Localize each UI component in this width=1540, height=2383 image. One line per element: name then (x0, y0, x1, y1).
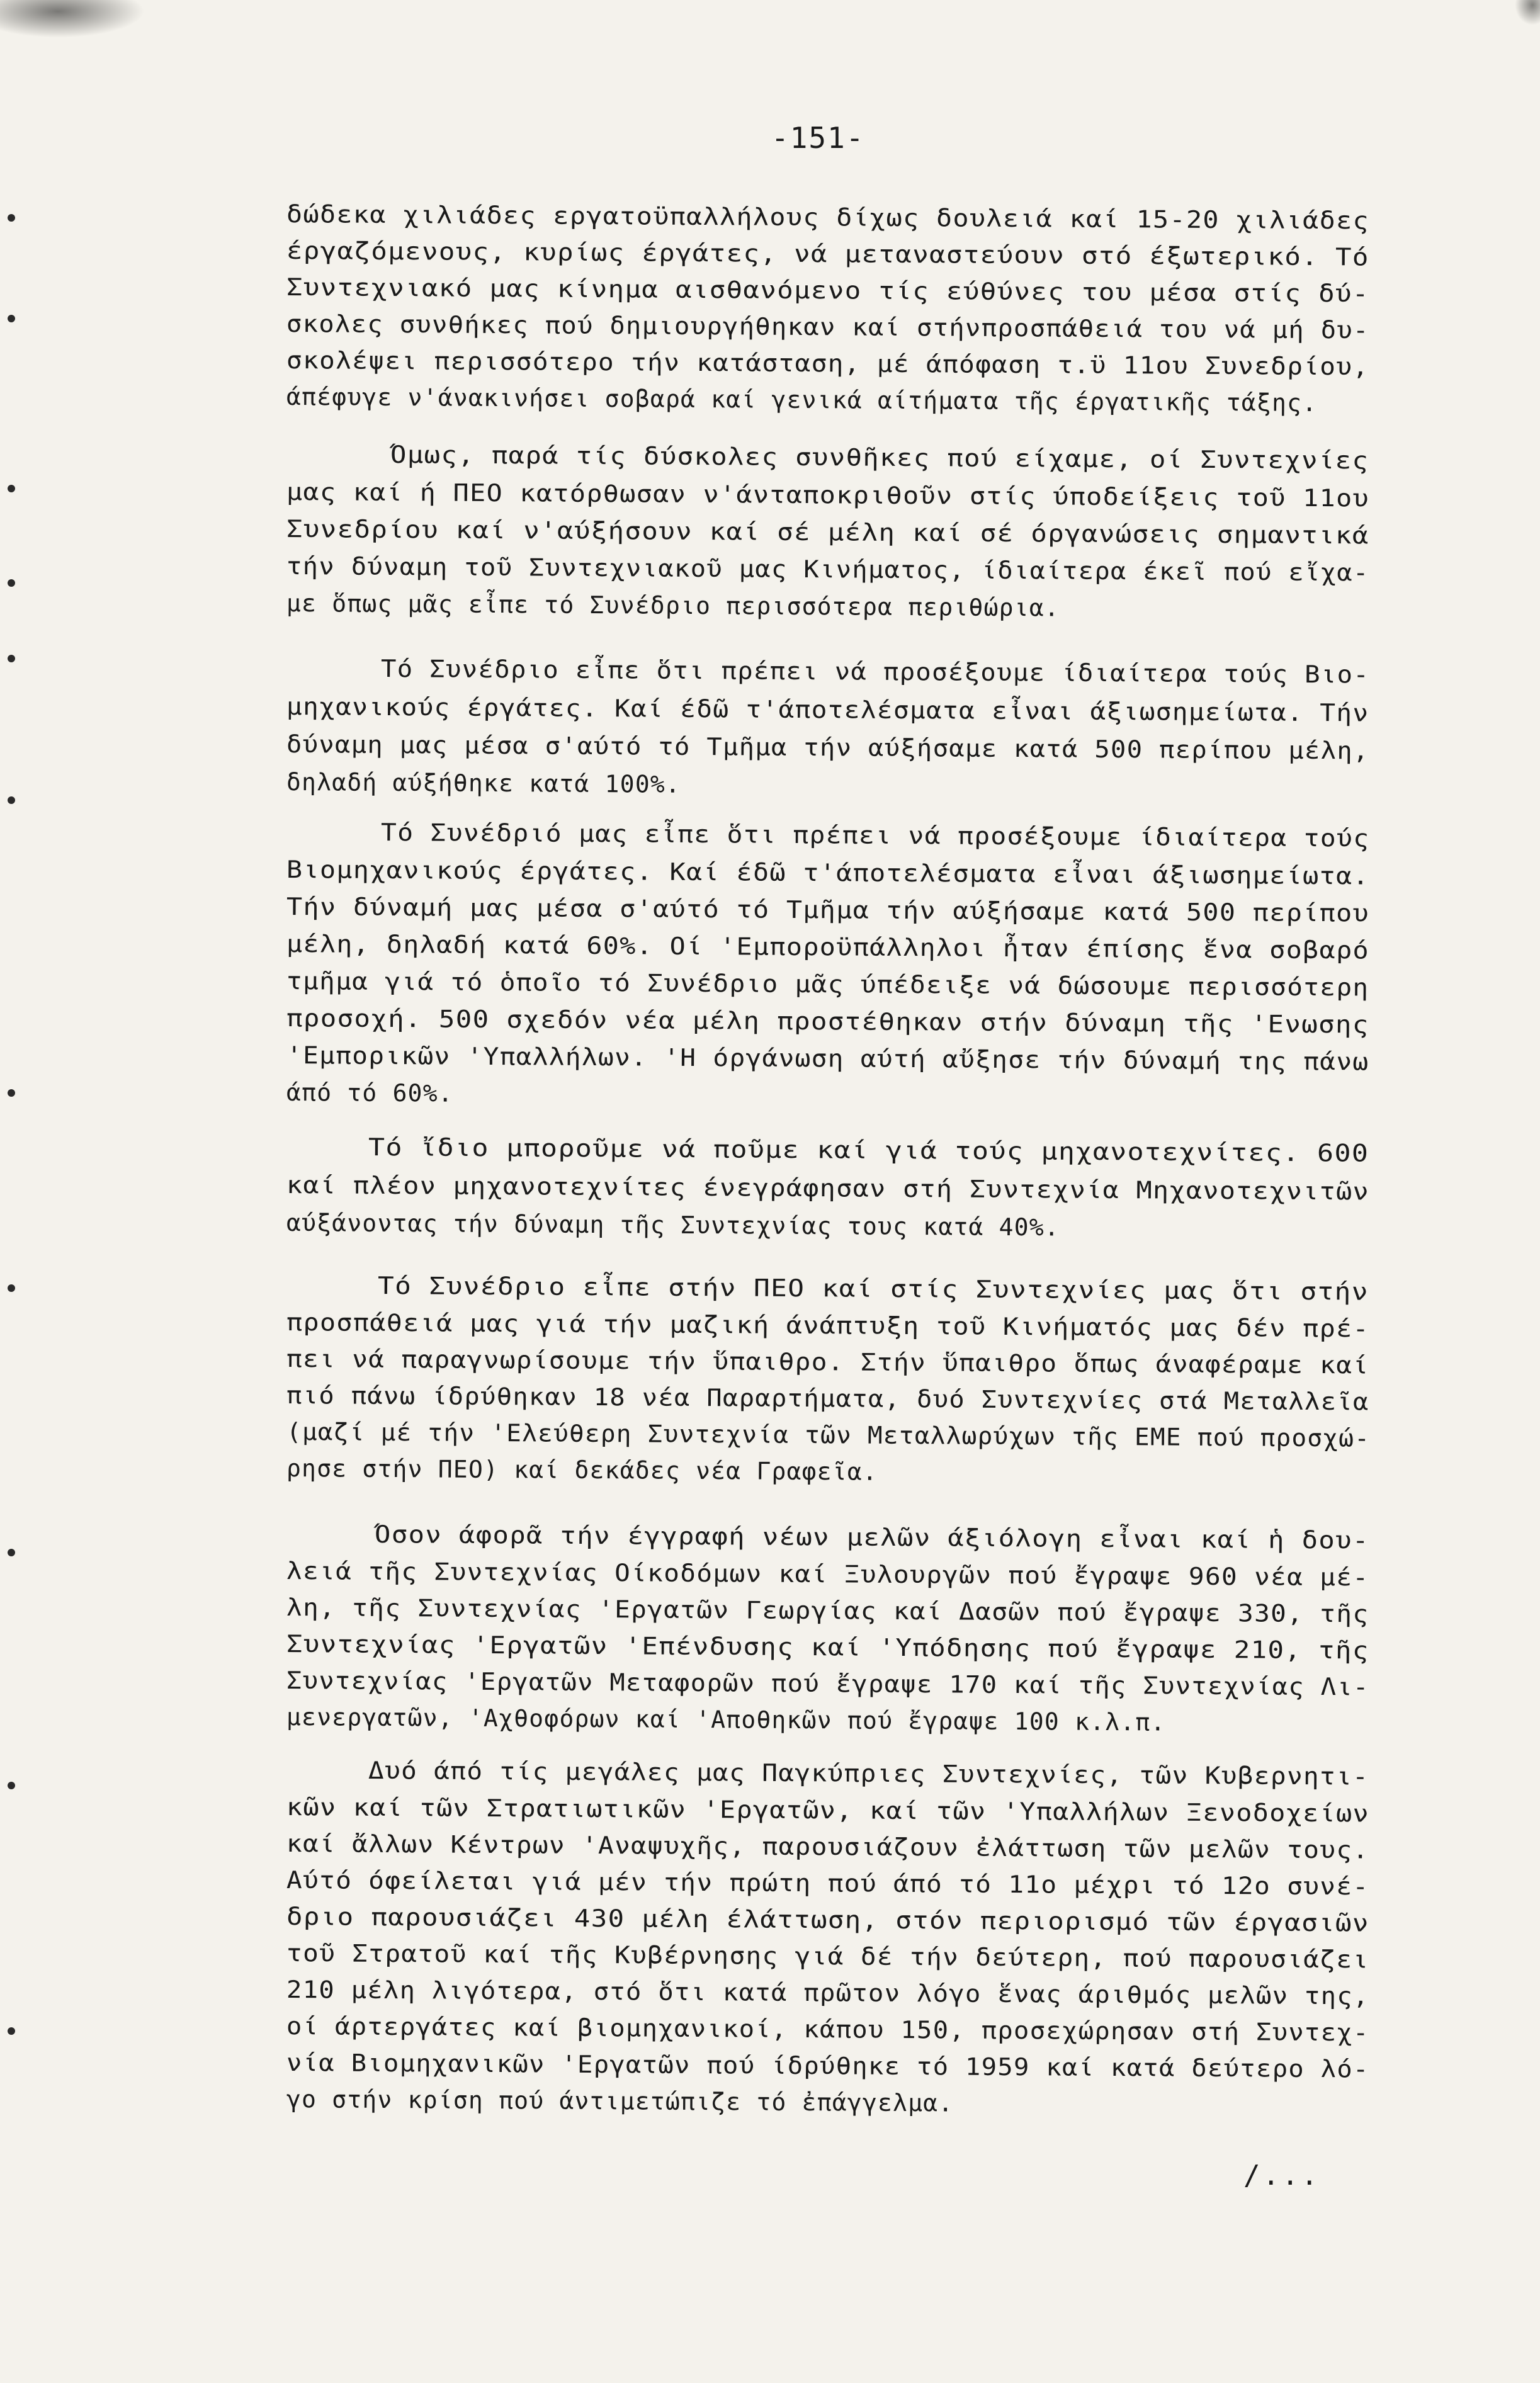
text-line: τμῆμα γιά τό ὁποῖο τό Συνέδριο μᾶς ύπέδειξε νά δώσουμε περισσότερη (286, 967, 1369, 1002)
text-line: πει νά παραγνωρίσουμε τήν ὕπαιθρο. Στήν ὕπαιθρο ὅπως άναφέραμε καί (286, 1345, 1369, 1379)
text-line: ρησε στήν ΠΕΟ) καί δεκάδες νέα Γραφεῖα. (286, 1454, 878, 1486)
text-line: τοῦ Στρατοῦ καί τῆς Κυβέρνησης γιά δέ τήν δεύτερη, πού παρουσιάζει (286, 1939, 1369, 1974)
text-line: Τό ἴδιο μποροῦμε νά ποῦμε καί γιά τούς μηχανοτεχνίτες. 600 (368, 1133, 1369, 1167)
text-line: Τό Συνέδριο εἶπε ὅτι πρέπει νά προσέξουμε ίδιαίτερα τούς Βιο- (380, 655, 1370, 689)
text-line: Τό Συνέδριο εἶπε στήν ΠΕΟ καί στίς Συντεχνίες μας ὅτι στήν (377, 1272, 1369, 1306)
text-line: δύναμη μας μέσα σ'αύτό τό Τμῆμα τήν αύξήσαμε κατά 500 περίπου μέλη, (286, 730, 1369, 765)
text-line: Αύτό όφείλεται γιά μέν τήν πρώτη πού άπό τό 11ο μέχρι τό 12ο συνέ- (286, 1866, 1369, 1901)
text-line: καί ἄλλων Κέντρων 'Αναψυχῆς, παρουσιάζουν ἐλάττωση τῶν μελῶν τους. (286, 1830, 1369, 1864)
margin-dot (8, 655, 15, 662)
text-line: άπό τό 60%. (286, 1078, 453, 1107)
text-line: με ὅπως μᾶς εἶπε τό Συνέδριο περισσότερα περιθώρια. (286, 589, 1060, 622)
scan-smudge-right (1515, 0, 1540, 25)
text-line: Συνεδρίου καί ν'αύξήσουν καί σέ μέλη καί σέ όργανώσεις σημαντικά (286, 515, 1369, 550)
margin-dot (8, 796, 15, 804)
text-line: δηλαδή αύξήθηκε κατά 100%. (286, 768, 681, 798)
text-line: Συντεχνιακό μας κίνημα αισθανόμενο τίς εύθύνες του μέσα στίς δύ- (286, 273, 1369, 308)
text-line: λειά τῆς Συντεχνίας Οίκοδόμων καί Ξυλουργῶν πού ἔγραψε 960 νέα μέ- (286, 1557, 1369, 1592)
margin-dot (8, 1284, 15, 1292)
continuation-mark: /... (1243, 2159, 1320, 2192)
margin-dot (8, 2027, 15, 2035)
scan-smudge (0, 0, 145, 38)
margin-dot (8, 214, 15, 222)
text-line: καί πλέον μηχανοτεχνίτες ένεγράφησαν στή Συντεχνία Μηχανοτεχνιτῶν (286, 1171, 1370, 1206)
margin-dot (8, 1549, 15, 1556)
text-line: Τήν δύναμή μας μέσα σ'αύτό τό Τμῆμα τήν αύξήσαμε κατά 500 περίπου (286, 893, 1370, 927)
text-line: μέλη, δηλαδή κατά 60%. Οί 'Εμποροϋπάλληλοι ἦταν έπίσης ἕνα σοβαρό (286, 930, 1370, 965)
text-line: μηχανικούς έργάτες. Καί έδῶ τ'άποτελέσματα εἶναι άξιωσημείωτα. Τήν (286, 693, 1369, 727)
text-line: μας καί ή ΠΕΟ κατόρθωσαν ν'άνταποκριθοῦν στίς ύποδείξεις τοῦ 11ου (286, 478, 1370, 512)
text-line: (μαζί μέ τήν 'Ελεύθερη Συντεχνία τῶν Μεταλλωρύχων τῆς ΕΜΕ πού προσχώ- (286, 1418, 1371, 1452)
text-line: Συντεχνίας 'Εργατῶν Μεταφορῶν πού ἔγραψε 170 καί τῆς Συντεχνίας Λι- (286, 1667, 1369, 1701)
text-line: άπέφυγε ν'άνακινήσει σοβαρά καί γενικά αίτήματα τῆς έργατικῆς τάξης. (286, 383, 1318, 417)
text-line: σκολέψει περισσότερο τήν κατάσταση, μέ άπόφαση τ.ϋ 11ου Συνεδρίου, (286, 346, 1369, 381)
text-line: προσοχή. 500 σχεδόν νέα μέλη προστέθηκαν στήν δύναμη τῆς 'Ενωσης (286, 1004, 1369, 1039)
margin-dot (8, 1089, 15, 1097)
text-line: μενεργατῶν, 'Αχθοφόρων καί 'Αποθηκῶν πού ἔγραψε 100 κ.λ.π. (286, 1703, 1166, 1736)
text-line: Συντεχνίας 'Εργατῶν 'Επένδυσης καί 'Υπόδησης πού ἔγραψε 210, τῆς (286, 1630, 1369, 1665)
text-line: δώδεκα χιλιάδες εργατοϋπαλλήλους δίχως δουλειά καί 15-20 χιλιάδες (286, 200, 1370, 235)
text-line: τήν δύναμη τοῦ Συντεχνιακοῦ μας Κινήματος, ίδιαίτερα έκεῖ πού εἴχα- (286, 552, 1369, 587)
text-line: Όμως, παρά τίς δύσκολες συνθῆκες πού είχαμε, οί Συντεχνίες (390, 441, 1369, 475)
text-line: 'Εμπορικῶν 'Υπαλλήλων. 'Η όργάνωση αύτή αὔξησε τήν δύναμή της πάνω (286, 1041, 1369, 1076)
page-number: -151- (771, 121, 865, 155)
text-line: Δυό άπό τίς μεγάλες μας Παγκύπριες Συντεχνίες, τῶν Κυβερνητι- (368, 1757, 1369, 1791)
margin-dot (8, 1782, 15, 1789)
text-line: κῶν καί τῶν Στρατιωτικῶν 'Εργατῶν, καί τῶν 'Υπαλλήλων Ξενοδοχείων (286, 1793, 1370, 1828)
text-line: δριο παρουσιάζει 430 μέλη έλάττωση, στόν περιορισμό τῶν έργασιῶν (286, 1903, 1369, 1937)
text-line: πιό πάνω ίδρύθηκαν 18 νέα Παραρτήματα, δυό Συντεχνίες στά Μεταλλεῖα (286, 1381, 1369, 1416)
text-line: Βιομηχανικούς έργάτες. Καί έδῶ τ'άποτελέσματα εἶναι άξιωσημείωτα. (286, 856, 1370, 890)
margin-dot (8, 485, 15, 492)
text-line: 210 μέλη λιγότερα, στό ὅτι κατά πρῶτον λόγο ἕνας άριθμός μελῶν της, (286, 1976, 1369, 2010)
margin-dot (8, 315, 15, 322)
text-line: γο στήν κρίση πού άντιμετώπιζε τό ἐπάγγελμα. (286, 2085, 954, 2117)
text-line: νία Βιομηχανικῶν 'Εργατῶν πού ίδρύθηκε τό 1959 καί κατά δεύτερο λό- (286, 2049, 1369, 2083)
text-line: σκολες συνθήκες πού δημιουργήθηκαν καί στήνπροσπάθειά του νά μή δυ- (286, 310, 1369, 344)
text-line: αύξάνοντας τήν δύναμη τῆς Συντεχνίας τους κατά 40%. (286, 1209, 1060, 1242)
text-line: οί άρτεργάτες καί βιομηχανικοί, κάπου 150, προσεχώρησαν στή Συντεχ- (286, 2012, 1369, 2047)
margin-dot (8, 579, 15, 587)
text-line: προσπάθειά μας γιά τήν μαζική άνάπτυξη τοῦ Κινήματός μας δέν πρέ- (286, 1308, 1370, 1343)
text-line: Όσον άφορᾶ τήν έγγραφή νέων μελῶν άξιόλογη εἶναι καί ἡ δου- (374, 1520, 1369, 1554)
text-line: Τό Συνέδριό μας εἶπε ὅτι πρέπει νά προσέξουμε ίδιαίτερα τούς (380, 818, 1370, 852)
text-line: έργαζόμενους, κυρίως έργάτες, νά μεταναστεύουν στό έξωτερικό. Τό (286, 237, 1369, 271)
text-line: λη, τῆς Συντεχνίας 'Εργατῶν Γεωργίας καί Δασῶν πού ἔγραψε 330, τῆς (286, 1593, 1369, 1628)
